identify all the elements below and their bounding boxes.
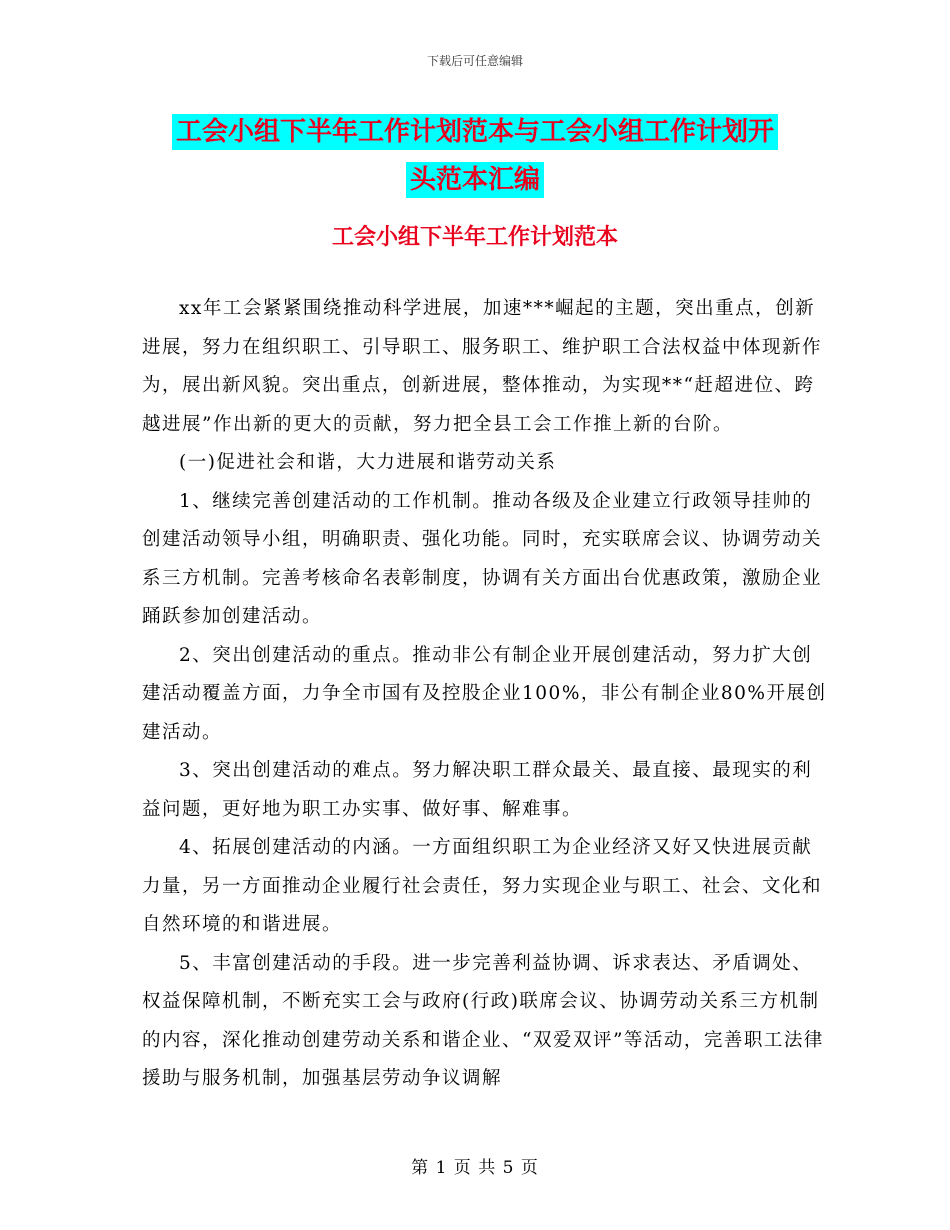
main-title-line-1: 工会小组下半年工作计划范本与工会小组工作计划开 [172,114,778,150]
document-body [142,290,832,1099]
header-note: 下载后可任意编辑 [426,54,523,68]
main-title [0,108,950,204]
paragraph-item-4: 4、拓展创建活动的内涵。一方面组织职工为企业经济又好又快进展贡献力量，另一方面推动企业履行社会责任，努力实现企业与职工、社会、文化和自然环境的和谐进展。 [142,837,823,935]
page-footer: 第 1 页 共 5 页 [411,1158,539,1178]
paragraph-heading-1: (一)促进社会和谐，大力进展和谐劳动关系 [179,452,557,473]
main-title-line-2: 头范本汇编 [406,162,544,198]
paragraph-intro: xx年工会紧紧围绕推动科学进展，加速***崛起的主题，突出重点，创新进展，努力在组织职工、引导职工、服务职工、维护职工合法权益中体现新作为，展出新风貌。突出重点，创新进展，整体推动，为实现**“赶超进位、跨越进展”作出新的更大的贡献，努力把全县工会工作推上新的台阶。 [142,298,823,435]
paragraph-item-5: 5、丰富创建活动的手段。进一步完善利益协调、诉求表达、矛盾调处、权益保障机制，不断充实工会与政府(行政)联席会议、协调劳动关系三方机制的内容，深化推动创建劳动关系和谐企业、“双爱双评”等活动，完善职工法律援助与服务机制，加强基层劳动争议调解 [142,952,824,1089]
paragraph-item-2: 2、突出创建活动的重点。推动非公有制企业开展创建活动，努力扩大创建活动覆盖方面，力争全市国有及控股企业100%，非公有制企业80%开展创建活动。 [142,644,827,743]
paragraph-item-1: 1、继续完善创建活动的工作机制。推动各级及企业建立行政领导挂帅的创建活动领导小组，明确职责、强化功能。同时，充实联席会议、协调劳动关系三方机制。完善考核命名表彰制度，协调有关方面出台优惠政策，激励企业踊跃参加创建活动。 [142,490,823,627]
paragraph-item-3: 3、突出创建活动的难点。努力解决职工群众最关、最直接、最现实的利益问题，更好地为职工办实事、做好事、解难事。 [142,760,813,820]
section-title: 工会小组下半年工作计划范本 [331,225,618,250]
